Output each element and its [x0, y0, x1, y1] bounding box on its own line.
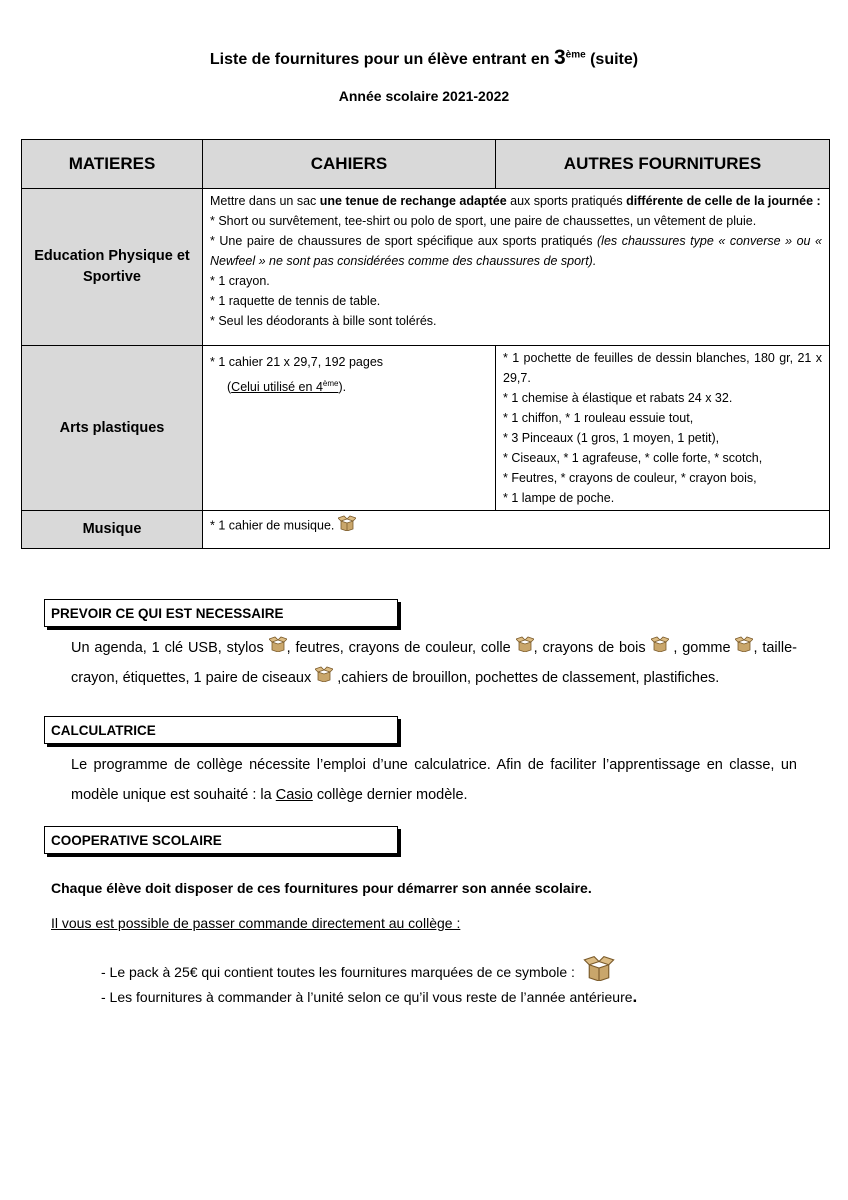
open-box-icon — [516, 633, 534, 663]
list-item: * 1 chiffon, * 1 rouleau essuie tout, — [503, 411, 694, 425]
list-item: * 1 lampe de poche. — [503, 491, 615, 505]
list-item: * 1 chemise à élastique et rabats 24 x 32. — [503, 391, 733, 405]
list-item: * 3 Pinceaux (1 gros, 1 moyen, 1 petit), — [503, 431, 720, 445]
cooperative-unit-item: - Les fournitures à commander à l’unité selon ce qu’il vous reste de l’année antérieure. — [101, 987, 638, 1006]
header-cahiers: CAHIERS — [203, 140, 496, 189]
open-box-icon — [735, 633, 753, 663]
calculatrice-text: Le programme de collège nécessite l’emploi d’une calculatrice. Afin de faciliter l’apprentissage en classe, un modèle unique est souhaité : la Casio collège dernier modèle. — [71, 757, 797, 803]
cooperative-order-line: Il vous est possible de passer commande directement au collège : — [51, 915, 461, 931]
arts-autres — [496, 346, 830, 511]
section-cooperative: COOPERATIVE SCOLAIRE — [44, 826, 398, 854]
open-box-icon — [651, 633, 669, 663]
table-header-row — [22, 140, 830, 189]
eps-content: Mettre dans un sac une tenue de rechange adaptée aux sports pratiqués différente de celle de la journée : * Short ou survêtement, tee-shirt ou polo de sport, une paire de chaussettes, un vêtement de pluie. * Une paire de chaussures de sport spécifique aux sports pratiqués (les chaussures type « converse » ou « Newfeel » ne sont pas considérées comme des chaussures de sport). * 1 crayon. * 1 raquette de tennis de table. * Seul les déodorants à bille sont tolérés. — [203, 189, 830, 346]
header-autres: AUTRES FOURNITURES — [496, 140, 830, 189]
open-box-icon — [269, 633, 287, 663]
list-item: * Ciseaux, * 1 agrafeuse, * colle forte, * scotch, — [503, 451, 763, 465]
school-year: Année scolaire 2021-2022 — [338, 88, 510, 104]
table-row-arts — [22, 346, 830, 511]
list-item: * Feutres, * crayons de couleur, * crayon bois, — [503, 471, 757, 485]
open-box-icon — [315, 663, 333, 693]
cooperative-pack-item: - Le pack à 25€ qui contient toutes les fournitures marquées de ce symbole : — [101, 955, 615, 984]
page-title: Liste de fournitures pour un élève entrant en 3ème (suite) — [209, 46, 639, 69]
open-box-icon — [338, 515, 356, 537]
table-row-eps — [22, 189, 830, 346]
section-calculatrice: CALCULATRICE — [44, 716, 398, 744]
table-row-musique — [22, 511, 830, 549]
prevoir-text: Un agenda, 1 clé USB, stylos , feutres, crayons de couleur, colle , crayons de bois , gomme , taille-crayon, étiquettes, 1 paire de ciseaux ,cahiers de brouillon, pochettes de classement, plastifiches. — [71, 633, 797, 693]
subject-arts: Arts plastiques — [22, 346, 203, 511]
header-matieres: MATIERES — [22, 140, 203, 189]
subject-musique: Musique — [22, 511, 203, 549]
subject-eps: Education Physique et Sportive — [22, 189, 203, 346]
supplies-table — [21, 139, 830, 549]
cooperative-bold-line: Chaque élève doit disposer de ces fournitures pour démarrer son année scolaire. — [51, 880, 592, 896]
musique-content: * 1 cahier de musique. — [203, 511, 830, 549]
open-box-icon — [583, 955, 615, 984]
section-prevoir: PREVOIR CE QUI EST NECESSAIRE — [44, 599, 398, 627]
arts-cahiers: * 1 cahier 21 x 29,7, 192 pages (Celui utilisé en 4ème). — [203, 346, 496, 511]
list-item: * 1 pochette de feuilles de dessin blanches, 180 gr, 21 x 29,7. — [503, 351, 822, 385]
